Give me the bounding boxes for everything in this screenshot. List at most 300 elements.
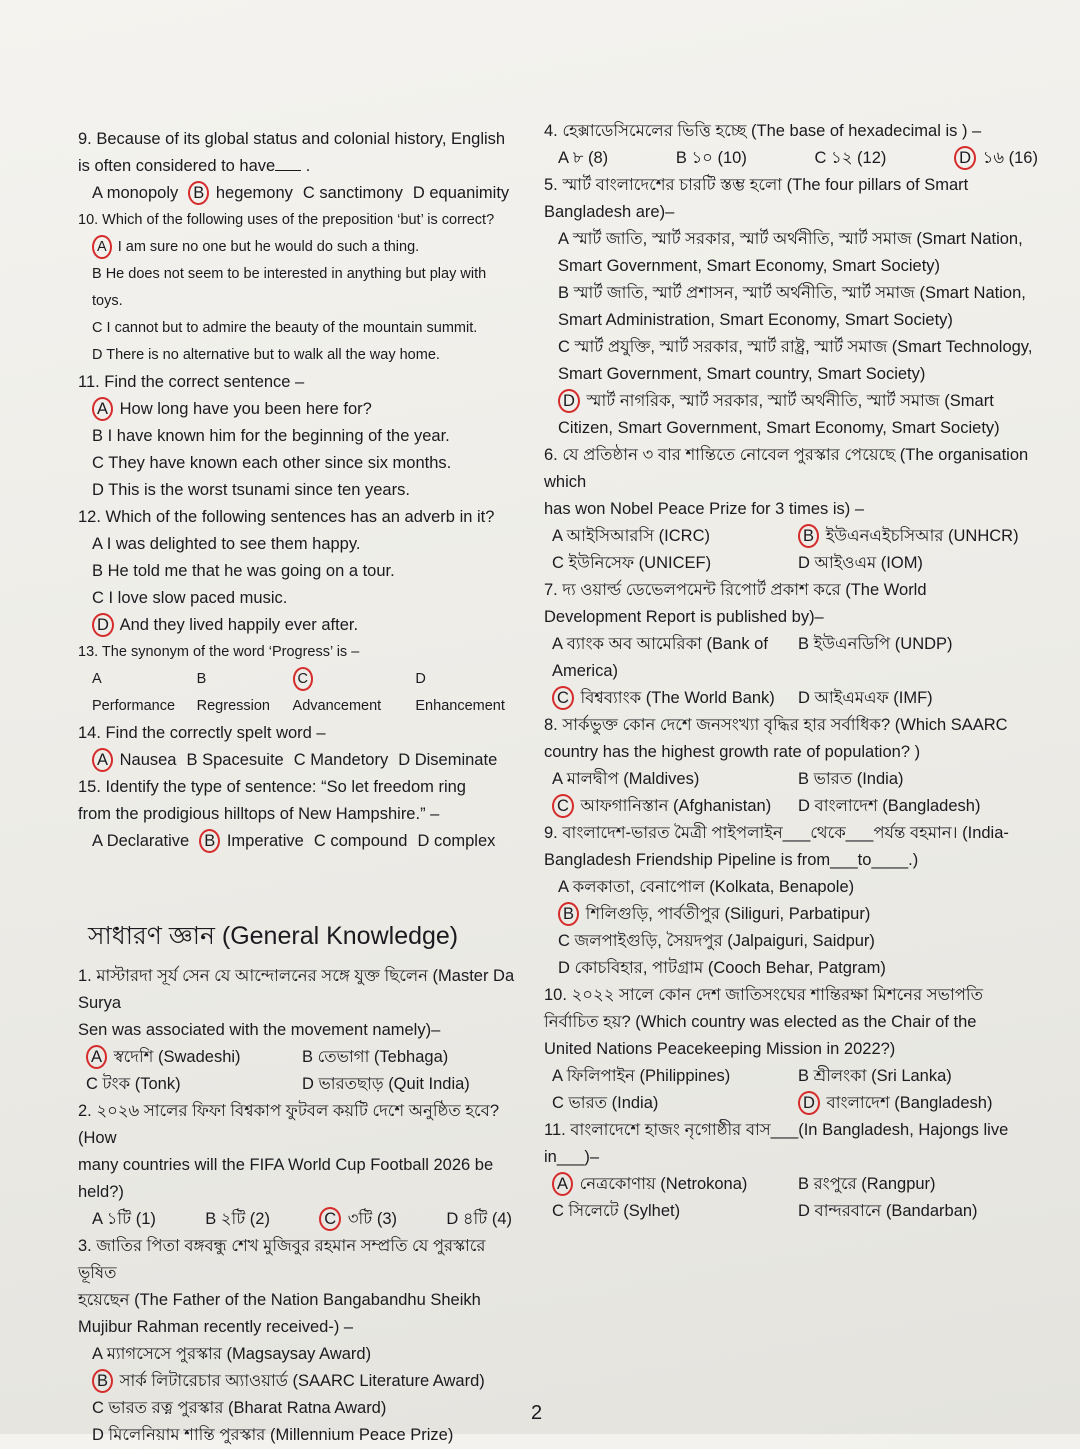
- option-letter: D: [417, 832, 430, 850]
- question-q12: [78, 504, 518, 639]
- option-letter: B: [186, 751, 198, 769]
- marked-answer-letter: C: [319, 1207, 341, 1231]
- option-text: ইউনিসেফ (UNICEF): [563, 554, 712, 572]
- option-text: বাংলাদেশ (Bangladesh): [821, 1094, 993, 1112]
- answer-blank: [275, 156, 301, 171]
- answer-option: [798, 793, 1044, 820]
- option-text: ইউএনএইচসিআর (UNHCR): [821, 527, 1019, 545]
- option-line: [92, 531, 518, 558]
- option-text: I have known him for the beginning of the year.: [103, 427, 450, 445]
- option-letter: B: [302, 1048, 314, 1066]
- option-letter: A: [92, 184, 103, 202]
- option-letter: B: [675, 149, 687, 167]
- option-letter: A: [92, 832, 103, 850]
- answer-option: [92, 562, 395, 580]
- answer-option: [86, 1071, 302, 1098]
- answer-option: [558, 230, 1023, 275]
- option-text: There is no alternative but to walk all the way home.: [102, 347, 440, 363]
- option-line: [558, 928, 1044, 955]
- question-g7: [544, 577, 1044, 712]
- option-text: ১টি (1): [102, 1210, 156, 1228]
- option-line: [92, 558, 518, 585]
- question-text-cont: from the prodigious hilltops of New Hampshire.” –: [78, 805, 440, 823]
- option-text: সার্ক লিটারেচার অ্যাওয়ার্ড (SAARC Literature Award): [115, 1372, 485, 1390]
- option-text: বাংলাদেশ (Bangladesh): [809, 797, 981, 815]
- option-text: ভারত রত্ন পুরস্কার (Bharat Ratna Award): [103, 1399, 387, 1417]
- gk-section-heading: সাধারণ জ্ঞান (General Knowledge): [88, 922, 459, 950]
- answer-option: [558, 338, 1032, 383]
- answer-option: [92, 1372, 485, 1390]
- answer-option: [92, 828, 189, 855]
- answer-option: [294, 747, 388, 774]
- option-text: equanimity: [424, 184, 510, 202]
- option-letter: B: [798, 1175, 810, 1193]
- answer-option: [199, 828, 304, 855]
- answer-option: [558, 145, 608, 172]
- question-text: 8. সার্কভুক্ত কোন দেশে জনসংখ্যা বৃদ্ধির হার সর্বাধিক? (Which SAARC: [544, 716, 1008, 734]
- option-text: Advancement: [292, 698, 382, 714]
- option-text: ১০ (10): [686, 149, 747, 167]
- option-letter: C: [558, 932, 570, 950]
- answer-option: [319, 1206, 397, 1233]
- marked-answer-letter: D: [558, 389, 580, 413]
- answer-option: [302, 1044, 518, 1071]
- question-text: 5. স্মার্ট বাংলাদেশের চারটি স্তম্ভ হলো (The four pillars of Smart Bangladesh are)–: [544, 176, 969, 221]
- answer-option: [558, 392, 1000, 437]
- option-letter: B: [196, 671, 207, 687]
- option-letter: C: [86, 1075, 98, 1093]
- option-text: বান্দরবানে (Bandarban): [809, 1202, 978, 1220]
- right-column: [544, 118, 1044, 1225]
- options-list: [544, 874, 1044, 982]
- question-text: 11. Find the correct sentence –: [78, 373, 305, 391]
- options-grid: [552, 1063, 1044, 1117]
- option-text: I was delighted to see them happy.: [102, 535, 361, 553]
- option-line: [92, 1395, 518, 1422]
- marked-answer-letter: B: [188, 181, 209, 205]
- left-column: [78, 126, 518, 1449]
- answer-option: [92, 454, 451, 472]
- option-line: [92, 261, 518, 315]
- question-g3: [78, 1233, 518, 1449]
- answer-option: [798, 550, 1044, 577]
- option-text: Declarative: [102, 832, 190, 850]
- answer-option: [205, 1206, 270, 1233]
- option-text: This is the worst tsunami since ten years.: [103, 481, 410, 499]
- option-text: He told me that he was going on a tour.: [103, 562, 395, 580]
- option-letter: A: [552, 1067, 563, 1085]
- answer-option: [798, 631, 1044, 685]
- answer-option: [552, 523, 798, 550]
- question-g4: [544, 118, 1044, 172]
- question-text: country has the highest growth rate of population? ): [544, 743, 921, 761]
- question-text: Bangladesh Friendship Pipeline is from___to____.): [544, 851, 919, 869]
- option-text: I cannot but to admire the beauty of the mountain summit.: [102, 320, 478, 336]
- option-letter: A: [92, 671, 101, 687]
- option-line: [558, 388, 1044, 442]
- option-text: I love slow paced music.: [103, 589, 288, 607]
- option-letter: C: [302, 184, 315, 202]
- option-text: শিলিগুড়ি, পার্বতীপুর (Siliguri, Parbatipur): [581, 905, 871, 923]
- options-grid: [552, 631, 1044, 712]
- option-text: মিলেনিয়াম শান্তি পুরস্কার (Millennium Peace Prize): [103, 1426, 454, 1444]
- option-line: [558, 955, 1044, 982]
- answer-option: [92, 1426, 453, 1444]
- question-text: 10. ২০২২ সালে কোন দেশ জাতিসংঘের শান্তিরক্ষা মিশনের সভাপতি: [544, 986, 984, 1004]
- option-line: [558, 280, 1044, 334]
- question-text: 14. Find the correctly spelt word –: [78, 724, 326, 742]
- option-letter: C: [92, 589, 104, 607]
- option-letter: A: [552, 635, 563, 653]
- answer-option: [92, 666, 187, 720]
- options-list: [78, 1341, 518, 1449]
- question-q10: [78, 207, 518, 369]
- options-list: [78, 531, 518, 639]
- option-text: And they lived happily ever after.: [115, 616, 359, 634]
- question-g5: [544, 172, 1044, 442]
- option-text: কোচবিহার, পাটগ্রাম (Cooch Behar, Patgram): [569, 959, 886, 977]
- option-text: বিশ্বব্যাংক (The World Bank): [575, 689, 775, 707]
- answer-option: [415, 666, 518, 720]
- answer-option: [676, 145, 747, 172]
- question-text: Development Report is published by)–: [544, 608, 824, 626]
- options-grid: [552, 523, 1044, 577]
- option-letter: C: [552, 1202, 564, 1220]
- answer-option: [197, 666, 283, 720]
- option-line: [92, 450, 518, 477]
- answer-option: [92, 589, 287, 607]
- option-letter: A: [552, 527, 563, 545]
- option-line: [92, 315, 518, 342]
- option-letter: D: [415, 671, 426, 687]
- option-text: Regression: [196, 698, 270, 714]
- option-letter: C: [92, 1399, 104, 1417]
- option-text: Imperative: [222, 832, 304, 850]
- option-letter: C: [552, 1094, 564, 1112]
- answer-option: [558, 905, 870, 923]
- option-letter: C: [92, 454, 104, 472]
- question-text: Sen was associated with the movement namely)–: [78, 1021, 441, 1039]
- option-text: Enhancement: [415, 698, 505, 714]
- option-letter: C: [313, 832, 326, 850]
- options-row: [92, 1206, 518, 1233]
- question-text: has won Nobel Peace Prize for 3 times is) –: [544, 500, 865, 518]
- answer-option: [186, 747, 283, 774]
- option-letter: B: [92, 427, 104, 445]
- answer-option: [92, 1206, 156, 1233]
- question-text: many countries will the FIFA World Cup Football 2026 be held?): [78, 1156, 494, 1201]
- option-letter: D: [798, 689, 810, 707]
- option-text: Spacesuite: [197, 751, 284, 769]
- marked-answer-letter: A: [552, 1172, 573, 1196]
- option-line: [558, 901, 1044, 928]
- question-text: 7. দ্য ওয়ার্ল্ড ডেভেলপমেন্ট রিপোর্ট প্রকাশ করে (The World: [544, 581, 927, 599]
- answer-option: [92, 320, 477, 336]
- page-number: 2: [531, 1402, 543, 1424]
- option-text: আইওএম (IOM): [809, 554, 923, 572]
- answer-option: [798, 1063, 1044, 1090]
- option-line: [92, 342, 518, 369]
- answer-option: [552, 1171, 798, 1198]
- option-letter: A: [552, 770, 563, 788]
- option-letter: B: [798, 635, 810, 653]
- option-text: compound: [325, 832, 408, 850]
- option-line: [92, 396, 518, 423]
- option-text: স্মার্ট নাগরিক, স্মার্ট সরকার, স্মার্ট অর্থনীতি, স্মার্ট সমাজ (Smart Citizen, Smart Government, Smart Economy, Smart Society): [558, 392, 1000, 437]
- answer-option: [558, 959, 886, 977]
- question-q11: [78, 369, 518, 504]
- option-letter: B: [798, 1067, 810, 1085]
- option-text: How long have you been here for?: [115, 400, 372, 418]
- option-line: [558, 334, 1044, 388]
- option-text: স্বদেশি (Swadeshi): [109, 1048, 241, 1066]
- question-text: 2. ২০২৬ সালের ফিফা বিশ্বকাপ ফুটবল কয়টি দেশে অনুষ্ঠিত হবে? (How: [78, 1102, 499, 1147]
- answer-option: [552, 631, 798, 685]
- option-letter: D: [92, 1426, 104, 1444]
- option-text: hegemony: [211, 184, 293, 202]
- marked-answer-letter: D: [798, 1091, 820, 1115]
- option-letter: B: [798, 770, 810, 788]
- answer-option: [92, 535, 360, 553]
- answer-option: [92, 347, 440, 363]
- option-text: আইএমএফ (IMF): [809, 689, 933, 707]
- option-text: রংপুরে (Rangpur): [809, 1175, 936, 1193]
- answer-option: [798, 685, 1044, 712]
- option-text: ২টি (2): [216, 1210, 270, 1228]
- options-list: [544, 226, 1044, 442]
- option-letter: A: [92, 1210, 103, 1228]
- answer-option: [552, 766, 798, 793]
- question-text: United Nations Peacekeeping Mission in 2022?): [544, 1040, 896, 1058]
- option-letter: D: [798, 554, 810, 572]
- option-text: ভারত (India): [809, 770, 904, 788]
- option-letter: B: [558, 284, 570, 302]
- option-text: কলকাতা, বেনাপোল (Kolkata, Benapole): [568, 878, 855, 896]
- question-text: 12. Which of the following sentences has an adverb in it?: [78, 508, 495, 526]
- option-line: [92, 612, 518, 639]
- marked-answer-letter: D: [92, 613, 114, 637]
- option-text: ফিলিপাইন (Philippines): [562, 1067, 731, 1085]
- question-text: 3. জাতির পিতা বঙ্গবন্ধু শেখ মুজিবুর রহমান সম্প্রতি যে পুরস্কারে ভূষিত: [78, 1237, 486, 1282]
- option-text: ইউএনডিপি (UNDP): [809, 635, 953, 653]
- options-row: [558, 145, 1044, 172]
- question-q14: [78, 720, 518, 774]
- marked-answer-letter: D: [954, 146, 976, 170]
- answer-option: [798, 1090, 1044, 1117]
- options-row: [92, 180, 518, 207]
- option-letter: A: [558, 230, 569, 248]
- option-text: sanctimony: [314, 184, 403, 202]
- answer-option: [92, 427, 450, 445]
- question-text: 10. Which of the following uses of the preposition ‘but’ is correct?: [78, 212, 495, 228]
- answer-option: [293, 666, 406, 720]
- option-text: ৩টি (3): [343, 1210, 397, 1228]
- option-letter: D: [558, 959, 570, 977]
- question-text: 1. মাস্টারদা সূর্য সেন যে আন্দোলনের সঙ্গে যুক্ত ছিলেন (Master Da Surya: [78, 967, 515, 1012]
- english-questions: [78, 126, 518, 855]
- answer-option: [552, 1198, 798, 1225]
- question-text: 13. The synonym of the word ‘Progress’ is –: [78, 644, 360, 660]
- answer-option: [92, 1345, 371, 1363]
- answer-option: [92, 1399, 386, 1417]
- answer-option: [92, 239, 419, 255]
- option-text: He does not seem to be interested in anything but play with toys.: [92, 266, 487, 309]
- option-text: স্মার্ট প্রযুক্তি, স্মার্ট সরকার, স্মার্ট রাষ্ট্র, স্মার্ট সমাজ (Smart Technology, Smart Government, Smart country, Smart Society): [558, 338, 1033, 383]
- option-letter: C: [552, 554, 564, 572]
- option-line: [92, 423, 518, 450]
- marked-answer-letter: B: [199, 829, 220, 853]
- option-text: ১২ (12): [826, 149, 887, 167]
- answer-option: [552, 1063, 798, 1090]
- option-text: তেভাগা (Tebhaga): [313, 1048, 449, 1066]
- options-list: [78, 396, 518, 504]
- option-text: ১৬ (16): [978, 149, 1038, 167]
- answer-option: [446, 1206, 512, 1233]
- question-g6: [544, 442, 1044, 577]
- option-line: [92, 585, 518, 612]
- options-row: [92, 828, 518, 855]
- option-line: [92, 477, 518, 504]
- answer-option: [86, 1044, 302, 1071]
- answer-option: [815, 145, 887, 172]
- options-grid: [552, 766, 1044, 820]
- answer-option: [552, 1090, 798, 1117]
- marked-answer-letter: B: [92, 1369, 113, 1393]
- question-q15: [78, 774, 518, 855]
- option-letter: C: [814, 149, 827, 167]
- option-letter: C: [293, 751, 306, 769]
- answer-option: [314, 828, 408, 855]
- question-text: 15. Identify the type of sentence: “So let freedom ring: [78, 778, 466, 796]
- gk-questions-left: [78, 963, 518, 1449]
- answer-option: [798, 1171, 1044, 1198]
- option-line: [92, 1422, 518, 1449]
- question-text: 11. বাংলাদেশে হাজং নৃগোষ্ঠীর বাস___(In Bangladesh, Hajongs live in___)–: [544, 1121, 1009, 1166]
- marked-answer-letter: C: [552, 794, 574, 818]
- answer-option: [188, 180, 293, 207]
- option-text: টংক (Tonk): [97, 1075, 181, 1093]
- option-text: আফগানিস্তান (Afghanistan): [575, 797, 772, 815]
- answer-option: [798, 1198, 1044, 1225]
- answer-option: [92, 616, 358, 634]
- option-letter: D: [92, 347, 103, 363]
- answer-option: [558, 932, 875, 950]
- answer-option: [92, 481, 410, 499]
- option-text: স্মার্ট জাতি, স্মার্ট প্রশাসন, স্মার্ট অর্থনীতি, স্মার্ট সমাজ (Smart Nation, Smart Administration, Smart Economy, Smart Society): [558, 284, 1026, 329]
- option-letter: A: [558, 878, 569, 896]
- option-letter: D: [412, 184, 425, 202]
- answer-option: [92, 180, 178, 207]
- question-g1: [78, 963, 518, 1098]
- question-g11: [544, 1117, 1044, 1225]
- question-g8: [544, 712, 1044, 820]
- option-letter: C: [558, 338, 570, 356]
- answer-option: [798, 523, 1044, 550]
- option-text: complex: [429, 832, 496, 850]
- question-q9: [78, 126, 518, 207]
- answer-option: [92, 747, 176, 774]
- marked-answer-letter: A: [92, 397, 113, 421]
- question-g2: [78, 1098, 518, 1233]
- answer-option: [417, 828, 495, 855]
- option-text: ৪টি (4): [458, 1210, 512, 1228]
- option-letter: D: [446, 1210, 459, 1228]
- marked-answer-letter: A: [92, 748, 113, 772]
- option-letter: A: [92, 535, 103, 553]
- option-text: ৮ (8): [568, 149, 609, 167]
- answer-option: [92, 400, 372, 418]
- option-text: monopoly: [102, 184, 179, 202]
- question-g9: [544, 820, 1044, 982]
- gk-questions-right: [544, 118, 1044, 1225]
- option-text: I am sure no one but he would do such a thing.: [113, 239, 420, 255]
- option-letter: C: [92, 320, 103, 336]
- question-text-cont: is often considered to have .: [78, 157, 311, 175]
- marked-answer-letter: C: [552, 686, 574, 710]
- option-text: Performance: [92, 698, 176, 714]
- question-g10: [544, 982, 1044, 1117]
- answer-option: [954, 145, 1038, 172]
- marked-answer-letter: B: [798, 524, 819, 548]
- question-text: 9. Because of its global status and colonial history, English: [78, 130, 506, 148]
- option-text: Diseminate: [410, 751, 498, 769]
- question-text: নির্বাচিত হয়? (Which country was elected as the Chair of the: [544, 1013, 977, 1031]
- answer-option: [552, 685, 798, 712]
- answer-option: [302, 1071, 518, 1098]
- option-letter: D: [302, 1075, 314, 1093]
- option-text: They have known each other since six months.: [103, 454, 452, 472]
- question-q13: [78, 639, 518, 720]
- options-row: [92, 666, 518, 720]
- option-letter: A: [558, 149, 569, 167]
- marked-answer-letter: B: [558, 902, 579, 926]
- option-text: মালদ্বীপ (Maldives): [562, 770, 700, 788]
- option-line: [92, 234, 518, 261]
- option-letter: D: [398, 751, 411, 769]
- option-letter: D: [92, 481, 104, 499]
- option-letter: A: [92, 1345, 103, 1363]
- option-text: সিলেটে (Sylhet): [563, 1202, 681, 1220]
- option-letter: B: [92, 562, 104, 580]
- options-list: [78, 234, 518, 369]
- question-text: Mujibur Rahman recently received-) –: [78, 1318, 354, 1336]
- question-text: হয়েছেন (The Father of the Nation Bangabandhu Sheikh: [78, 1291, 481, 1309]
- answer-option: [558, 284, 1026, 329]
- option-line: [558, 226, 1044, 280]
- option-letter: B: [92, 266, 102, 282]
- question-text: 4. হেক্সাডেসিমেলের ভিত্তি হচ্ছে (The base of hexadecimal is ) –: [544, 122, 982, 140]
- option-text: ম্যাগসেসে পুরস্কার (Magsaysay Award): [102, 1345, 372, 1363]
- option-text: জলপাইগুড়ি, সৈয়দপুর (Jalpaiguri, Saidpur): [569, 932, 875, 950]
- option-text: স্মার্ট জাতি, স্মার্ট সরকার, স্মার্ট অর্থনীতি, স্মার্ট সমাজ (Smart Nation, Smart Government, Smart Economy, Smart Society): [558, 230, 1023, 275]
- answer-option: [398, 747, 497, 774]
- question-text: 9. বাংলাদেশ-ভারত মৈত্রী পাইপলাইন___থেকে___পর্যন্ত বহমান। (India-: [544, 824, 1009, 842]
- option-line: [92, 1368, 518, 1395]
- option-text: ভারত (India): [563, 1094, 659, 1112]
- option-line: [92, 1341, 518, 1368]
- options-row: [92, 747, 518, 774]
- answer-option: [798, 766, 1044, 793]
- option-line: [558, 874, 1044, 901]
- answer-option: [413, 180, 509, 207]
- answer-option: [552, 550, 798, 577]
- options-grid: [86, 1044, 518, 1098]
- marked-answer-letter: C: [293, 667, 313, 691]
- options-grid: [552, 1171, 1044, 1225]
- option-text: Nausea: [115, 751, 177, 769]
- option-text: ব্যাংক অব আমেরিকা (Bank of America): [552, 635, 768, 680]
- option-letter: B: [205, 1210, 217, 1228]
